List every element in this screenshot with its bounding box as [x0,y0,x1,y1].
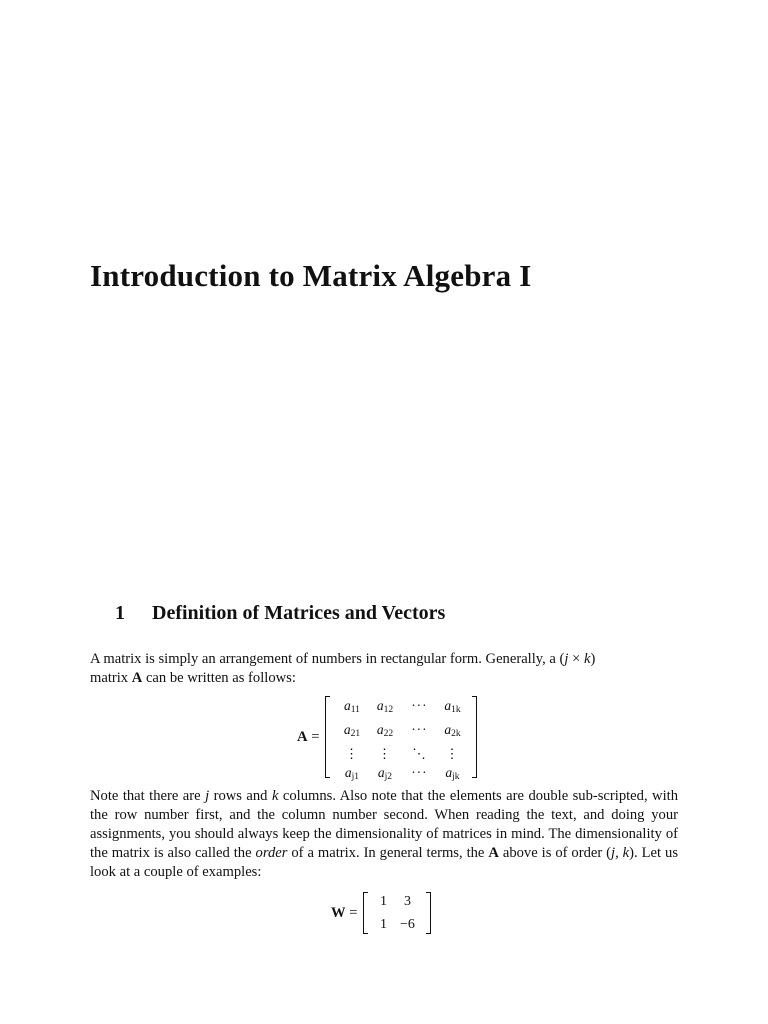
matrix-cell: $a_{21}$ [343,722,361,739]
paragraph-dimensionality [90,787,678,882]
emphasis-order: order [255,845,288,861]
equation-matrix-a [297,696,477,782]
math-A: A [488,845,499,861]
matrix-cell: −6 [400,917,415,932]
math-A: A [297,728,308,745]
matrix-cell: $a_{jk}$ [445,765,460,782]
matrix-cell: 1 [379,894,387,909]
matrix-cell: $a_{j2}$ [377,765,392,782]
matrix-a [325,696,477,782]
equals-sign: = [345,904,358,921]
text-run: ). Let us look at a couple of examples: [90,845,678,880]
matrix-cell: $a_{1k}$ [444,698,461,715]
math-k: k [584,651,591,667]
matrix-cell: $a_{22}$ [376,722,394,739]
equals-sign: = [307,728,320,745]
matrix-cell: ⋮ [344,746,360,761]
section-heading [115,602,445,625]
math-jk: j, k [611,845,630,861]
math-j: j [205,788,210,804]
matrix-w [363,892,431,934]
matrix-cell: ··· [411,722,428,737]
matrix-cell: $a_{11}$ [343,698,360,715]
text-run: Note that there are [90,788,206,804]
math-W: W [331,904,346,921]
right-bracket [426,892,431,934]
math-j: j [564,651,569,667]
matrix-a-cells [330,696,472,782]
text-run: matrix [90,670,132,686]
math-k: k [271,788,279,804]
text-run: A matrix is simply an arrangement of numbers in rectangular form. Generally, a ( [90,651,565,667]
matrix-cell: $a_{12}$ [376,698,394,715]
equation-lhs [331,905,357,922]
matrix-cell: ⋮ [377,746,393,761]
text-run: ) [590,651,596,667]
section-title: Definition of Matrices and Vectors [152,602,446,624]
matrix-cell: 1 [379,917,387,932]
matrix-cell: ··· [411,698,428,713]
matrix-cell: ⋱ [412,746,427,761]
text-run: of a matrix. In general terms, the [287,845,489,861]
section-number: 1 [115,602,125,624]
page-title: Introduction to Matrix Algebra I [90,258,532,293]
matrix-cell: $a_{2k}$ [444,722,461,739]
math-A: A [131,670,143,686]
equation-matrix-w [331,892,431,934]
text-run: can be written as follows: [142,670,296,686]
text-run: × [568,651,585,667]
matrix-cell: ⋮ [445,746,460,761]
text-run: above is of order ( [498,845,612,861]
matrix-cell: 3 [403,894,411,909]
equation-lhs [297,729,319,746]
text-run: columns. Also note that the elements are double sub-scripted, with the row number first, and the column number second. When reading the text, and doing your assignments, you should always keep the dimensionality of matrices in mind. The dimensionality of the matrix is also called the [90,788,678,861]
matrix-cell: $a_{j1}$ [344,765,359,782]
right-bracket [472,696,477,778]
paragraph-intro [90,650,678,688]
matrix-cell: ··· [411,765,428,780]
text-run: rows and [209,788,272,804]
matrix-w-cells [368,892,426,934]
